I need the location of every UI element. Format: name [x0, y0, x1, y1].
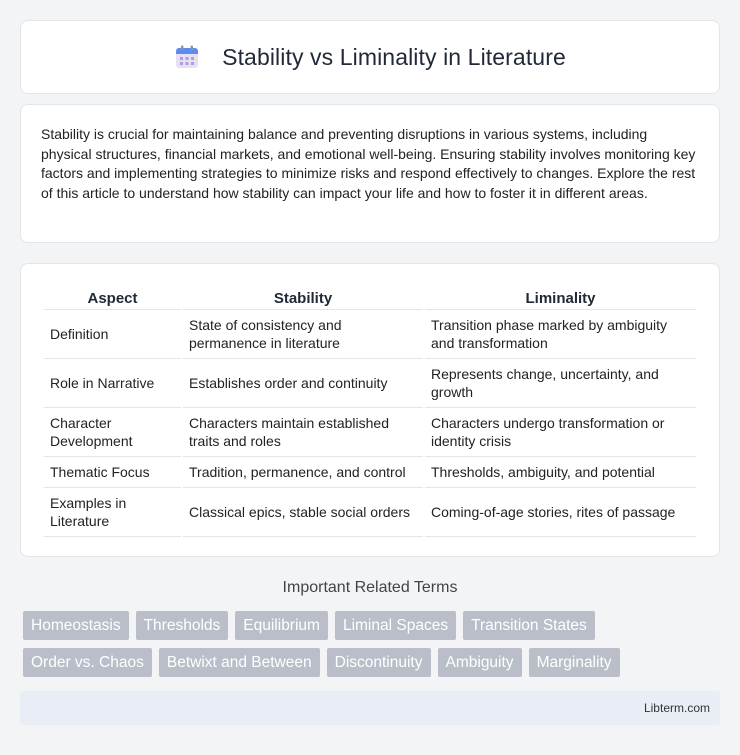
- table-cell: Characters maintain established traits and roles: [183, 408, 423, 457]
- header-card: [20, 20, 720, 94]
- intro-card: [20, 104, 720, 243]
- tag-transition-states[interactable]: Transition States: [463, 611, 595, 640]
- table-cell: Establishes order and continuity: [183, 359, 423, 408]
- table-cell: Definition: [44, 310, 181, 359]
- tag-betwixt-and-between[interactable]: Betwixt and Between: [159, 648, 320, 677]
- related-terms-tags: [23, 611, 723, 685]
- table-row: [44, 310, 696, 359]
- tag-thresholds[interactable]: Thresholds: [136, 611, 229, 640]
- table-cell: State of consistency and permanence in literature: [183, 310, 423, 359]
- table-row: [44, 408, 696, 457]
- tag-row: [23, 611, 723, 640]
- table-row: [44, 457, 696, 488]
- tag-discontinuity[interactable]: Discontinuity: [327, 648, 431, 677]
- tag-liminal-spaces[interactable]: Liminal Spaces: [335, 611, 456, 640]
- table-cell: Examples in Literature: [44, 488, 181, 537]
- tag-ambiguity[interactable]: Ambiguity: [438, 648, 522, 677]
- column-header-stability: Stability: [183, 284, 423, 310]
- table-cell: Transition phase marked by ambiguity and transformation: [425, 310, 696, 359]
- table-row: [44, 488, 696, 537]
- table-cell: Classical epics, stable social orders: [183, 488, 423, 537]
- table-cell: Represents change, uncertainty, and growth: [425, 359, 696, 408]
- page-title: Stability vs Liminality in Literature: [222, 43, 566, 70]
- related-terms-title: Important Related Terms: [282, 579, 458, 596]
- table-cell: Role in Narrative: [44, 359, 181, 408]
- footer: [20, 691, 720, 725]
- table-cell: Thematic Focus: [44, 457, 181, 488]
- table-cell: Characters undergo transformation or identity crisis: [425, 408, 696, 457]
- calendar-icon: [174, 44, 200, 70]
- table-cell: Thresholds, ambiguity, and potential: [425, 457, 696, 488]
- tag-marginality[interactable]: Marginality: [529, 648, 620, 677]
- intro-text: Stability is crucial for maintaining balance and preventing disruptions in various systems, including physical structures, financial markets, and emotional well-being. Ensuring stability involves monitoring key factors and implementing strategies to minimize risks and respond effectively to changes. Explore the rest of this article to understand how stability can impact your life and how to foster it in different areas.: [41, 126, 696, 201]
- table-header-row: [44, 284, 696, 310]
- table-cell: Tradition, permanence, and control: [183, 457, 423, 488]
- table-cell: Character Development: [44, 408, 181, 457]
- column-header-liminality: Liminality: [425, 284, 696, 310]
- table-row: [44, 359, 696, 408]
- comparison-table-card: [20, 263, 720, 557]
- column-header-aspect: Aspect: [44, 284, 181, 310]
- tag-order-vs-chaos[interactable]: Order vs. Chaos: [23, 648, 152, 677]
- table-cell: Coming-of-age stories, rites of passage: [425, 488, 696, 537]
- tag-equilibrium[interactable]: Equilibrium: [235, 611, 328, 640]
- comparison-table: [42, 284, 698, 537]
- tag-homeostasis[interactable]: Homeostasis: [23, 611, 129, 640]
- tag-row: [23, 648, 723, 677]
- footer-site-link[interactable]: Libterm.com: [643, 701, 710, 715]
